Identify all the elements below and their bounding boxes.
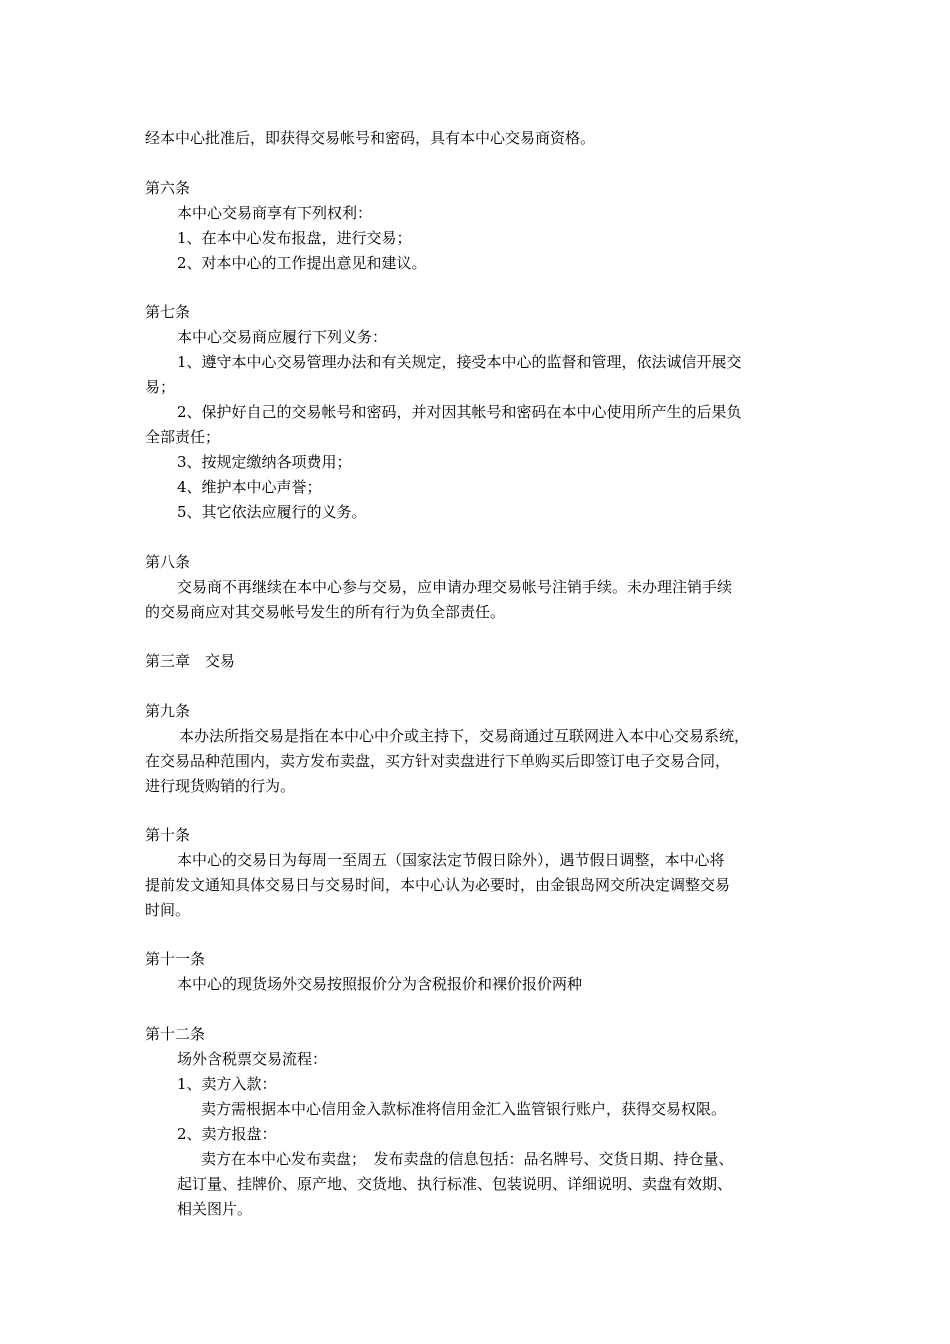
article-heading: 第十二条 (145, 1025, 206, 1043)
list-item: 1、在本中心发布报盘，进行交易； (177, 229, 412, 247)
article-heading: 第十条 (145, 826, 191, 844)
text-line: 进行现货购销的行为。 (145, 777, 296, 795)
text-line: 卖方在本中心发布卖盘； 发布卖盘的信息包括：品名牌号、交货日期、持仓量、 (201, 1150, 734, 1168)
text-line: 时间。 (145, 901, 191, 919)
text-line: 本中心的现货场外交易按照报价分为含税报价和裸价报价两种 (177, 975, 583, 993)
article-heading: 第九条 (145, 702, 191, 720)
text-line: 本中心交易商享有下列权利： (177, 204, 373, 222)
list-item: 5、其它依法应履行的义务。 (177, 503, 367, 521)
text-line: 全部责任； (145, 428, 221, 446)
text-line: 在交易品种范围内，卖方发布卖盘，买方针对卖盘进行下单购买后即签订电子交易合同， (145, 752, 731, 770)
chapter-heading: 第三章 交易 (145, 652, 236, 670)
list-item: 3、按规定缴纳各项费用； (177, 453, 352, 471)
text-line: 本中心的交易日为每周一至周五（国家法定节假日除外），遇节假日调整，本中心将 (177, 851, 725, 869)
list-item: 2、保护好自己的交易帐号和密码，并对因其帐号和密码在本中心使用所产生的后果负 (177, 403, 742, 421)
article-heading: 第八条 (145, 553, 191, 571)
list-item: 2、卖方报盘： (177, 1125, 277, 1143)
article-heading: 第十一条 (145, 950, 206, 968)
text-line: 本办法所指交易是指在本中心中介或主持下，交易商通过互联网进入本中心交易系统， (179, 727, 750, 745)
text-line: 经本中心批准后，即获得交易帐号和密码，具有本中心交易商资格。 (145, 129, 596, 147)
text-line: 起订量、挂牌价、原产地、交货地、执行标准、包装说明、详细说明、卖盘有效期、 (177, 1175, 733, 1193)
article-heading: 第七条 (145, 303, 191, 321)
text-line: 的交易商应对其交易帐号发生的所有行为负全部责任。 (145, 603, 506, 621)
list-item: 2、对本中心的工作提出意见和建议。 (177, 254, 427, 272)
list-item: 1、卖方入款： (177, 1075, 277, 1093)
list-item: 4、维护本中心声誉； (177, 478, 322, 496)
text-line: 交易商不再继续在本中心参与交易，应申请办理交易帐号注销手续。未办理注销手续 (177, 578, 733, 596)
list-item: 1、遵守本中心交易管理办法和有关规定，接受本中心的监督和管理，依法诚信开展交 (177, 353, 742, 371)
text-line: 相关图片。 (177, 1200, 253, 1218)
article-heading: 第六条 (145, 179, 191, 197)
text-line: 本中心交易商应履行下列义务： (177, 328, 388, 346)
text-line: 提前发文通知具体交易日与交易时间，本中心认为必要时，由金银岛网交所决定调整交易 (145, 876, 731, 894)
text-line: 卖方需根据本中心信用金入款标准将信用金汇入监管银行账户，获得交易权限。 (201, 1100, 727, 1118)
text-line: 场外含税票交易流程： (177, 1050, 328, 1068)
text-line: 易； (145, 378, 176, 396)
